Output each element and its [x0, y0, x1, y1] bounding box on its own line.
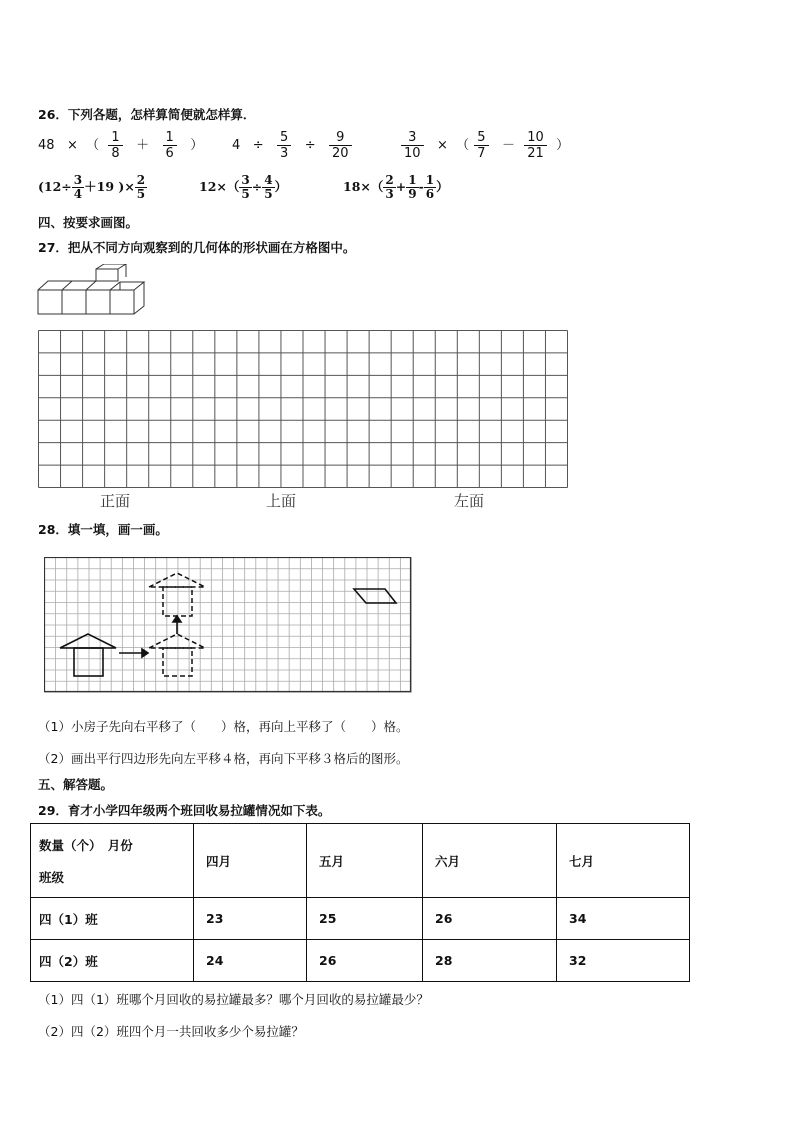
q26-expression-1: 48 × （ $\frac{1}{8}$ ＋ $\frac{1}{6}$ ）: [38, 130, 204, 161]
table-row: [31, 940, 690, 982]
cube-solid-figure: [36, 264, 154, 320]
table-row: [31, 898, 690, 940]
q26-title: 26．下列各题，怎样算简便就怎样算．: [38, 107, 256, 122]
table-cell: 26: [423, 898, 557, 940]
table-cell: 23: [194, 898, 307, 940]
q26-expression-4: (12÷ $\frac{3}{4}$ ＋19 )× $\frac{2}{5}$: [38, 173, 146, 201]
recycling-table: [30, 823, 690, 982]
q26-expression-5: 12×（ $\frac{3}{5}$ ÷ $\frac{4}{5}$ ）: [199, 173, 288, 201]
table-cell: 25: [307, 898, 423, 940]
month-header: 四月: [194, 824, 307, 898]
table-cell: 26: [307, 940, 423, 982]
q28-title: 28．填一填，画一画。: [38, 522, 168, 537]
table-cell: 24: [194, 940, 307, 982]
month-header: 六月: [423, 824, 557, 898]
caption-top: 上面: [266, 492, 297, 510]
table-cell: 28: [423, 940, 557, 982]
q28-subquestion-2: （2）画出平行四边形先向左平移４格，再向下平移３格后的图形。: [38, 751, 409, 766]
q29-subquestion-1: （1）四（1）班哪个月回收的易拉罐最多？哪个月回收的易拉罐最少？: [38, 992, 429, 1007]
q28-grid[interactable]: [44, 557, 412, 693]
month-header: 七月: [557, 824, 690, 898]
table-header-row: [31, 824, 690, 898]
class-name-cell: 四（2）班: [31, 940, 194, 982]
table-cell: 32: [557, 940, 690, 982]
q26-expression-2: 4 ÷ $\frac{5}{3}$ ÷ $\frac{9}{20}$: [232, 130, 353, 161]
month-header: 五月: [307, 824, 423, 898]
q29-title: 29．育才小学四年级两个班回收易拉罐情况如下表。: [38, 803, 331, 818]
class-name-cell: 四（1）班: [31, 898, 194, 940]
caption-front: 正面: [100, 492, 131, 510]
section-5-heading: 五、解答题。: [38, 777, 114, 792]
table-corner-header: 数量（个） 月份 班级: [31, 824, 194, 898]
q27-grid[interactable]: [38, 330, 568, 488]
q28-subquestion-1: （1）小房子先向右平移了（ ）格，再向上平移了（ ）格。: [38, 719, 409, 734]
q26-expression-6: 18×（ $\frac{2}{3}$ + $\frac{1}{9}$ - $\frac{1}{6}$ ）: [343, 173, 449, 201]
q29-subquestion-2: （2）四（2）班四个月一共回收多少个易拉罐？: [38, 1024, 304, 1039]
house-shifted-up: [149, 573, 205, 616]
caption-left: 左面: [454, 492, 485, 510]
section-4-heading: 四、按要求画图。: [38, 215, 139, 230]
q27-title: 27．把从不同方向观察到的几何体的形状画在方格图中。: [38, 240, 356, 255]
q26-expression-3: $\frac{3}{10}$ × （ $\frac{5}{7}$ － $\frac{10}{21}$ ）: [400, 130, 569, 161]
table-cell: 34: [557, 898, 690, 940]
